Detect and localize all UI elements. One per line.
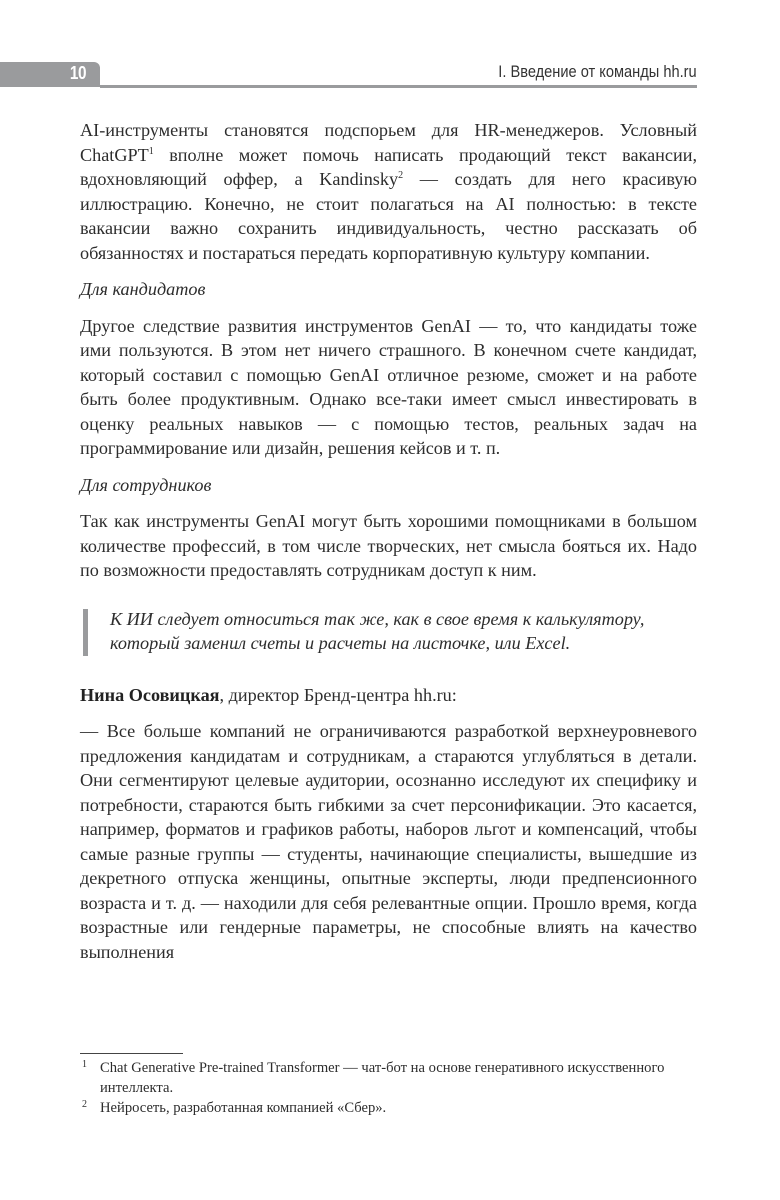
footnote-text: Chat Generative Pre-trained Transformer — чат-бот на основе генеративного искусственного интеллекта. [100, 1060, 665, 1096]
footnote-number: 2 [82, 1099, 87, 1110]
page-number: 10 [69, 63, 86, 83]
chapter-title: I. Введение от команды hh.ru [498, 62, 697, 81]
page-number-tab [0, 62, 100, 87]
author-line [80, 683, 697, 708]
footnote-ref-2[interactable]: 2 [398, 170, 404, 181]
paragraph-candidates: Другое следствие развития инструментов GenAI — то, что кандидаты тоже ими пользуются. В этом нет ничего страшного. В конечном счете кандидат, который составил с помощью GenAI отличное резюме, сможет и на работе быть более продуктивным. Однако все-таки имеет смысл инвестировать в оценку реальных навыков — с помощью тестов, реальных задач на программирование или дизайн, решения кейсов и т. п. [80, 315, 697, 458]
text-run: — создать для него красивую иллюстрацию. Конечно, не стоит полагаться на AI полностью: в тексте вакансии важно сохранить индивидуальность, честно рассказать об обязанностях и постараться передать корпоративную культуру компании. [80, 169, 697, 263]
quote-bar [83, 609, 88, 656]
text-run: вполне может помочь написать продающий текст вакансии, вдохновляющий оффер, а Kandinsky [80, 144, 697, 189]
footnote-ref-1[interactable]: 1 [148, 145, 154, 157]
footnote-text: Нейросеть, разработанная компанией «Сбер». [100, 1100, 387, 1116]
footnote-number: 1 [82, 1059, 87, 1070]
author-role: , директор Бренд-центра hh.ru: [219, 684, 457, 705]
subheading-employees: Для сотрудников [80, 474, 212, 495]
pull-quote [80, 607, 697, 656]
paragraph-quote-body: — Все больше компаний не ограничиваются разработкой верхнеуровневого предложения кандидатам и сотрудникам, а стараются углубляться в детали. Они сегментируют целевые аудитории, осознанно исследуют их специфику и потребности, стараются быть гибкими за счет персонификации. Это касается, например, форматов и графиков работы, наборов льгот и компенсаций, чтобы самые разные группы — студенты, начинающие специалисты, вышедшие из декретного отпуска женщины, опытные эксперты, люди предпенсионного возраста и т. д. — находили для себя релевантные опции. Прошло время, когда возрастные или гендерные параметры, не способные влиять на качество выполнения [80, 721, 697, 962]
header-rule [100, 85, 697, 88]
text-run: AI-инструменты становятся подспорьем для HR-менеджеров. Условный ChatGPT [80, 120, 697, 165]
page-body [80, 118, 697, 976]
footnote-1 [80, 1058, 697, 1098]
subheading-candidates: Для кандидатов [80, 279, 206, 299]
author-name: Нина Осовицкая [80, 684, 220, 705]
footnote-rule [80, 1053, 183, 1054]
paragraph-employees: Так как инструменты GenAI могут быть хорошими помощниками в большом количестве профессий, в том числе творческих, нет смысла бояться их. Надо по возможности предоставлять сотрудникам доступ к ним. [80, 511, 697, 580]
footnote-2 [80, 1098, 697, 1118]
quote-text: К ИИ следует относиться так же, как в свое время к калькулятору, который заменил счеты и расчеты на листочке, или Excel. [110, 608, 645, 653]
footnotes [80, 1058, 697, 1118]
paragraph-ai-tools [80, 118, 697, 265]
